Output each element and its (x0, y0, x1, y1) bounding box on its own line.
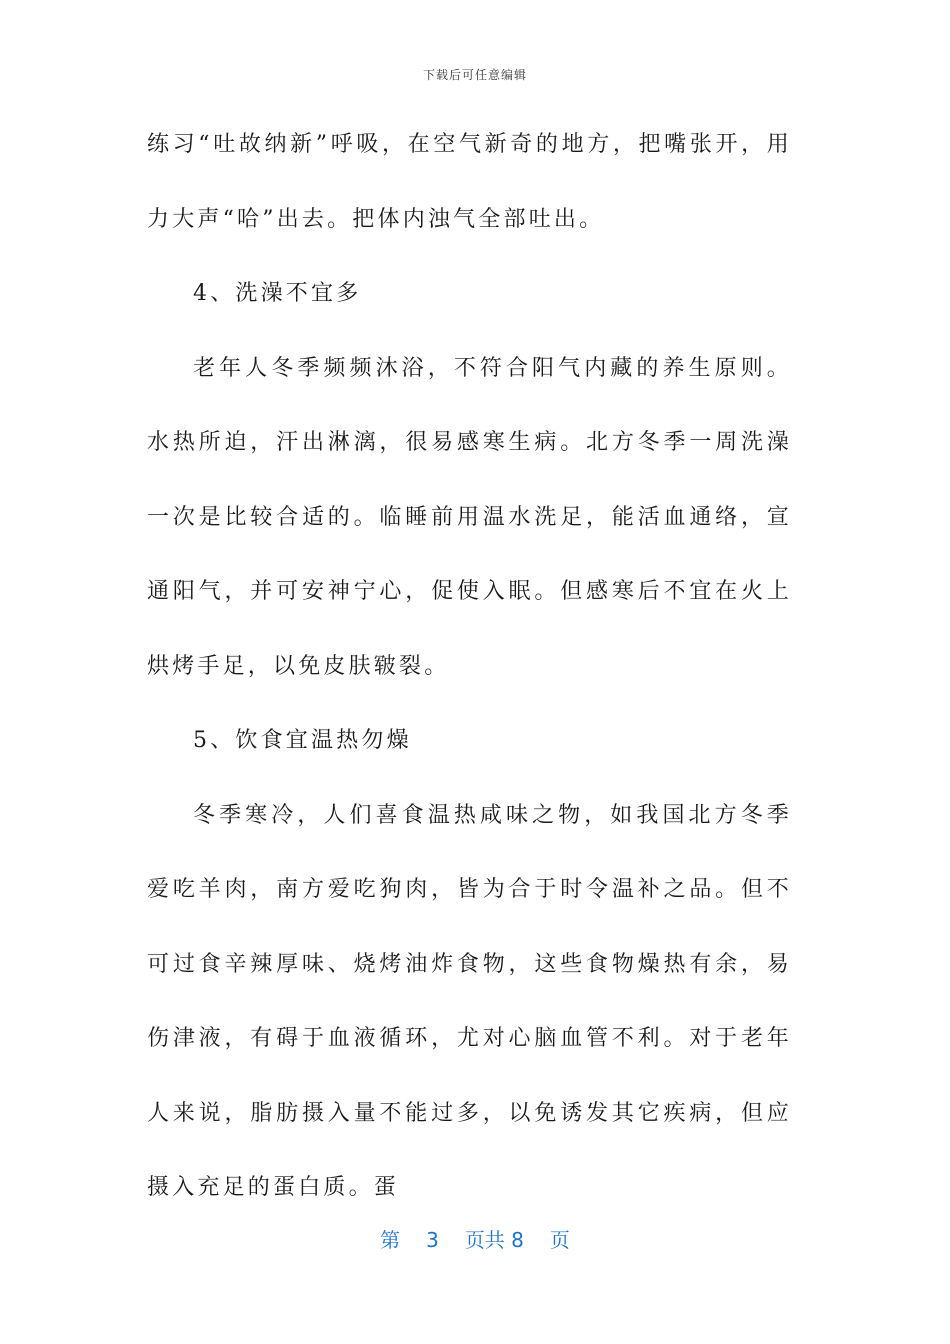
page-number-footer (0, 1224, 950, 1253)
document-body (147, 108, 792, 1226)
footer-current-page: 3 (426, 1228, 439, 1252)
paragraph-diet: 冬季寒冷，人们喜食温热咸味之物，如我国北方冬季爱吃羊肉，南方爱吃狗肉，皆为合于时令温补之品。但不可过食辛辣厚味、烧烤油炸食物，这些食物燥热有余，易伤津液，有碍于血液循环，尤对心脑血管不利。对于老年人来说，脂肪摄入量不能过多，以免诱发其它疾病，但应摄入充足的蛋白质。蛋 (147, 802, 792, 1200)
paragraph-breathing: 练习“吐故纳新”呼吸，在空气新奇的地方，把嘴张开，用力大声“哈”出去。把体内浊气全部吐出。 (147, 132, 792, 232)
paragraph-bathing: 老年人冬季频频沐浴，不符合阳气内藏的养生原则。水热所迫，汗出淋漓，很易感寒生病。北方冬季一周洗澡一次是比较合适的。临睡前用温水洗足，能活血通络，宣通阳气，并可安神宁心，促使入眠。但感寒后不宜在火上烘烤手足，以免皮肤皲裂。 (147, 355, 792, 679)
heading-bathing: 4、洗澡不宜多 (193, 281, 362, 306)
footer-label-di: 第 (380, 1228, 401, 1252)
page-header-note: 下载后可任意编辑 (422, 68, 527, 82)
footer-label-ye: 页 (549, 1228, 570, 1252)
heading-diet: 5、饮食宜温热勿燥 (193, 728, 412, 753)
footer-label-ye-gong: 页共 (464, 1228, 505, 1252)
footer-total-pages: 8 (511, 1228, 524, 1252)
